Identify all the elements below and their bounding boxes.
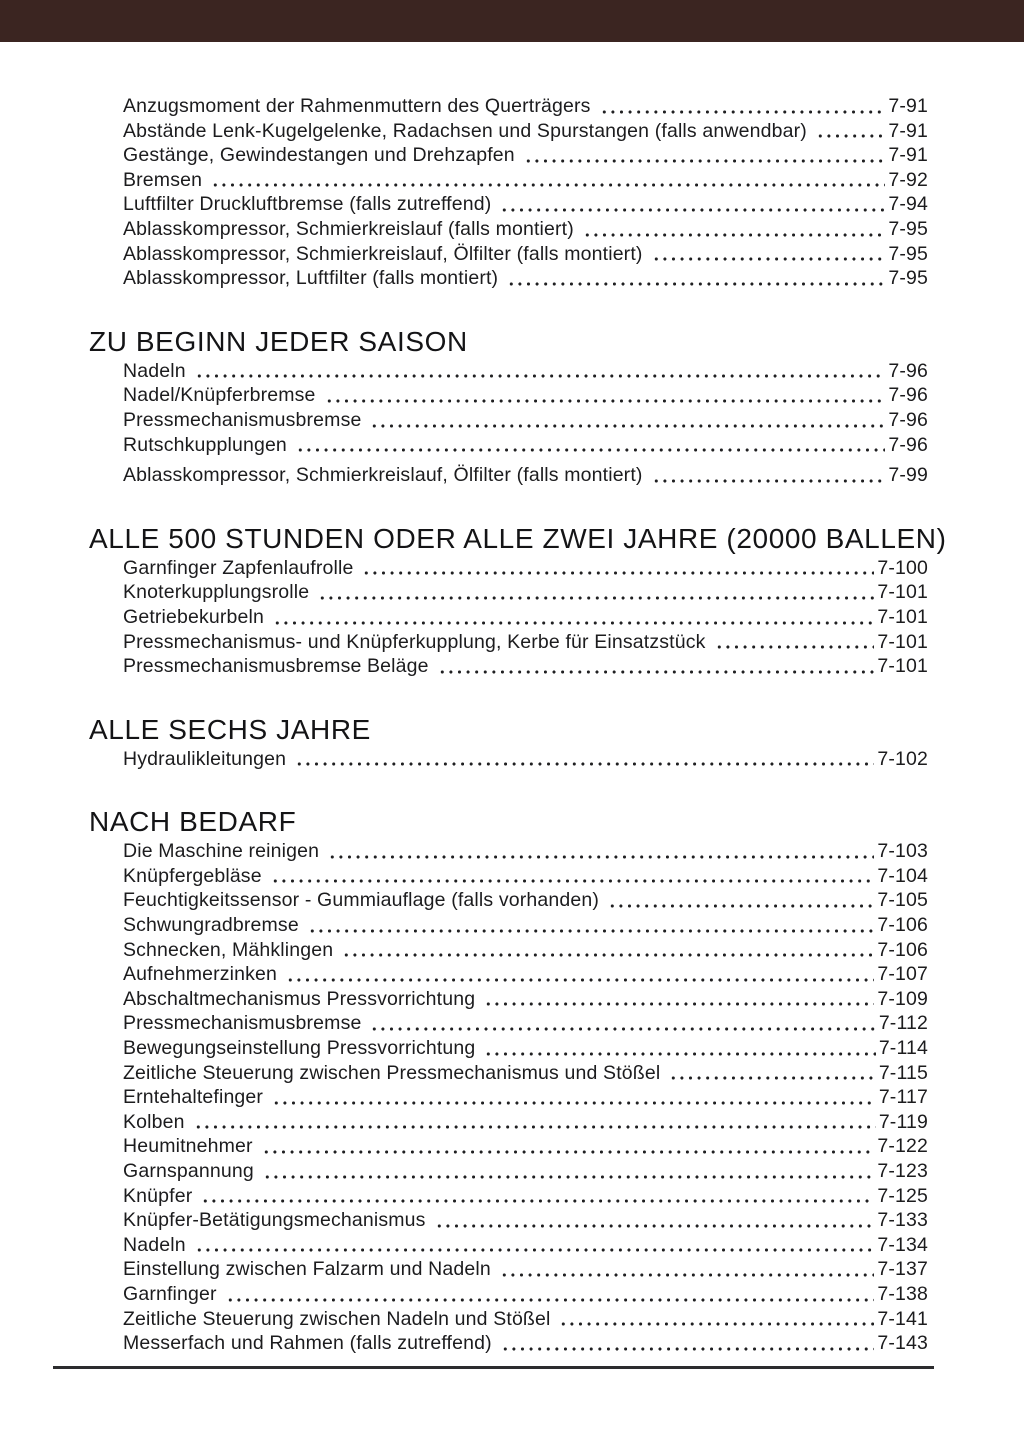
toc-entry-page: 7-112 bbox=[878, 1012, 928, 1035]
toc-entry-page: 7-143 bbox=[877, 1332, 928, 1355]
dot-leader bbox=[260, 1134, 875, 1159]
dot-leader bbox=[814, 119, 886, 144]
toc-entry-label: Bewegungseinstellung Pressvorrichtung bbox=[123, 1037, 476, 1060]
toc-entry bbox=[123, 580, 928, 605]
toc-entry bbox=[123, 1085, 928, 1110]
toc-entry bbox=[123, 119, 928, 144]
toc-entry bbox=[123, 408, 928, 433]
dot-leader bbox=[306, 913, 875, 938]
toc-entry-label: Pressmechanismusbremse bbox=[123, 408, 362, 431]
toc-entry-page: 7-91 bbox=[888, 119, 928, 142]
toc-entry-label: Zeitliche Steuerung zwischen Pressmechanismus und Stößel bbox=[123, 1061, 661, 1084]
toc-entry-page: 7-133 bbox=[877, 1209, 928, 1232]
section-heading: ALLE 500 STUNDEN ODER ALLE ZWEI JAHRE (20000 BALLEN) bbox=[89, 522, 947, 554]
toc-entry bbox=[123, 1307, 928, 1332]
toc-entry bbox=[123, 1061, 928, 1086]
dot-leader bbox=[340, 938, 874, 963]
toc-entry bbox=[123, 747, 928, 772]
toc-entry-label: Pressmechanismus- und Knüpferkupplung, Kerbe für Einsatzstück bbox=[123, 630, 706, 653]
dot-leader bbox=[433, 1208, 875, 1233]
toc-section bbox=[89, 94, 928, 291]
toc-entry-label: Schwungradbremse bbox=[123, 914, 299, 937]
toc-entry bbox=[123, 168, 928, 193]
dot-leader bbox=[192, 1110, 876, 1135]
toc-entry-label: Nadel/Knüpferbremse bbox=[123, 384, 316, 407]
dot-leader bbox=[368, 1011, 875, 1036]
toc-entry-label: Heumitnehmer bbox=[123, 1135, 253, 1158]
toc-section bbox=[89, 805, 928, 1355]
toc-entry bbox=[123, 913, 928, 938]
toc-entry-page: 7-92 bbox=[888, 168, 928, 191]
dot-leader bbox=[284, 962, 874, 987]
toc-entry-label: Aufnehmerzinken bbox=[123, 963, 278, 986]
toc-entry-list bbox=[123, 747, 928, 772]
toc-entry-list bbox=[123, 839, 928, 1355]
toc-entry bbox=[123, 433, 928, 458]
toc-entry bbox=[123, 1282, 928, 1307]
toc-entry-page: 7-95 bbox=[888, 242, 928, 265]
section-heading: NACH BEDARF bbox=[89, 806, 297, 838]
toc-entry bbox=[123, 1208, 928, 1233]
dot-leader bbox=[498, 1257, 875, 1282]
toc-entry-list bbox=[123, 94, 928, 291]
toc-entry bbox=[123, 1184, 928, 1209]
toc-entry-label: Abschaltmechanismus Pressvorrichtung bbox=[123, 987, 476, 1010]
toc-entry-page: 7-91 bbox=[888, 95, 928, 117]
toc-entry-page: 7-125 bbox=[877, 1184, 928, 1207]
dot-leader bbox=[713, 630, 875, 655]
toc-entry bbox=[123, 242, 928, 267]
toc-entry-label: Abstände Lenk-Kugelgelenke, Radachsen und Spurstangen (falls anwendbar) bbox=[123, 119, 807, 142]
toc-entry-label: Knüpfergebläse bbox=[123, 864, 262, 887]
toc-entry-label: Feuchtigkeitssensor - Gummiauflage (falls vorhanden) bbox=[123, 889, 600, 912]
dot-leader bbox=[293, 747, 874, 772]
dot-leader bbox=[270, 1085, 876, 1110]
toc-entry-label: Knoterkupplungsrolle bbox=[123, 581, 310, 604]
toc-entry bbox=[123, 987, 928, 1012]
toc-entry-page: 7-96 bbox=[888, 408, 928, 431]
toc-entry-page: 7-114 bbox=[878, 1037, 928, 1060]
toc-entry-page: 7-138 bbox=[877, 1282, 928, 1305]
toc-entry-list bbox=[123, 556, 928, 679]
dot-leader bbox=[598, 94, 886, 119]
toc-entry-label: Nadeln bbox=[123, 359, 186, 382]
toc-entry bbox=[123, 266, 928, 291]
dot-leader bbox=[269, 864, 875, 889]
toc-entry bbox=[123, 359, 928, 384]
toc-entry-page: 7-101 bbox=[877, 630, 928, 653]
bottom-rule bbox=[53, 1366, 934, 1369]
toc-entry bbox=[123, 630, 928, 655]
toc-entry-label: Ablasskompressor, Luftfilter (falls montiert) bbox=[123, 267, 499, 290]
toc-entry bbox=[123, 556, 928, 581]
toc-entry-page: 7-115 bbox=[878, 1061, 928, 1084]
toc-entry-label: Gestänge, Gewindestangen und Drehzapfen bbox=[123, 144, 515, 167]
toc-entry-page: 7-101 bbox=[877, 581, 928, 604]
toc-entry bbox=[123, 217, 928, 242]
dot-leader bbox=[581, 217, 885, 242]
toc-entry-page: 7-105 bbox=[877, 889, 928, 912]
dot-leader bbox=[499, 1331, 875, 1356]
dot-leader bbox=[209, 168, 885, 193]
toc-entry-page: 7-99 bbox=[888, 464, 928, 487]
top-scan-bar bbox=[0, 0, 1024, 42]
toc-entry bbox=[123, 143, 928, 168]
dot-leader bbox=[224, 1282, 875, 1307]
dot-leader bbox=[482, 1036, 875, 1061]
toc-entry-label: Knüpfer-Betätigungsmechanismus bbox=[123, 1209, 426, 1232]
dot-leader bbox=[271, 605, 874, 630]
toc-entry-page: 7-104 bbox=[877, 864, 928, 887]
toc-entry-label: Pressmechanismusbremse bbox=[123, 1012, 362, 1035]
toc-entry-page: 7-122 bbox=[877, 1135, 928, 1158]
toc-entry-label: Einstellung zwischen Falzarm und Nadeln bbox=[123, 1258, 491, 1281]
toc-entry-page: 7-103 bbox=[877, 840, 928, 863]
toc-entry bbox=[123, 1011, 928, 1036]
toc-section bbox=[89, 522, 947, 679]
toc-entry-label: Messerfach und Rahmen (falls zutreffend) bbox=[123, 1332, 492, 1355]
dot-leader bbox=[261, 1159, 875, 1184]
dot-leader bbox=[368, 408, 885, 433]
toc-entry bbox=[123, 192, 928, 217]
toc-entry-label: Pressmechanismusbremse Beläge bbox=[123, 655, 429, 678]
toc-entry-label: Hydraulikleitungen bbox=[123, 747, 287, 770]
toc-entry-label: Schnecken, Mähklingen bbox=[123, 938, 334, 961]
dot-leader bbox=[193, 359, 886, 384]
toc-entry-page: 7-134 bbox=[877, 1233, 928, 1256]
toc-entry bbox=[123, 864, 928, 889]
toc-entry-label: Ablasskompressor, Schmierkreislauf, Ölfilter (falls montiert) bbox=[123, 242, 643, 265]
toc-entry-page: 7-109 bbox=[877, 987, 928, 1010]
toc-entry-page: 7-91 bbox=[888, 144, 928, 167]
toc-entry bbox=[123, 605, 928, 630]
dot-leader bbox=[505, 266, 885, 291]
toc-entry-label: Getriebekurbeln bbox=[123, 605, 264, 628]
dot-leader bbox=[193, 1233, 875, 1258]
toc-entry-page: 7-107 bbox=[877, 963, 928, 986]
toc-entry-label: Garnspannung bbox=[123, 1160, 254, 1182]
toc-entry-label: Kolben bbox=[123, 1110, 185, 1133]
toc-entry bbox=[123, 938, 928, 963]
dot-leader bbox=[199, 1184, 874, 1209]
toc-entry-label: Rutschkupplungen bbox=[123, 433, 287, 456]
toc-entry bbox=[123, 1233, 928, 1258]
section-heading: ALLE SECHS JAHRE bbox=[89, 713, 371, 745]
dot-leader bbox=[498, 192, 885, 217]
toc-entry-page: 7-141 bbox=[877, 1307, 928, 1330]
toc-entry-page: 7-101 bbox=[877, 655, 928, 678]
toc-entry bbox=[123, 962, 928, 987]
toc-entry-page: 7-119 bbox=[878, 1110, 928, 1133]
dot-leader bbox=[360, 556, 874, 581]
toc-entry-page: 7-123 bbox=[877, 1160, 928, 1182]
toc-entry bbox=[123, 839, 928, 864]
toc-entry-page: 7-95 bbox=[888, 267, 928, 290]
dot-leader bbox=[326, 839, 874, 864]
dot-leader bbox=[667, 1061, 875, 1086]
toc-entry-label: Zeitliche Steuerung zwischen Nadeln und Stößel bbox=[123, 1307, 551, 1330]
toc-entry-label: Anzugsmoment der Rahmenmuttern des Querträgers bbox=[123, 95, 591, 117]
section-heading: ZU BEGINN JEDER SAISON bbox=[89, 325, 468, 357]
toc-entry-page: 7-117 bbox=[878, 1086, 928, 1109]
toc-section bbox=[89, 713, 928, 772]
toc-entry-label: Ablasskompressor, Schmierkreislauf (falls montiert) bbox=[123, 217, 574, 240]
toc-entry-page: 7-96 bbox=[888, 384, 928, 407]
toc-entry bbox=[123, 1257, 928, 1282]
toc-entry-page: 7-101 bbox=[877, 605, 928, 628]
dot-leader bbox=[294, 433, 885, 458]
toc-entry bbox=[123, 463, 928, 488]
toc-entry-label: Knüpfer bbox=[123, 1184, 193, 1207]
toc-entry-label: Ablasskompressor, Schmierkreislauf, Ölfilter (falls montiert) bbox=[123, 464, 643, 487]
dot-leader bbox=[650, 463, 886, 488]
table-of-contents bbox=[89, 94, 947, 1356]
toc-entry bbox=[123, 888, 928, 913]
toc-entry-label: Bremsen bbox=[123, 168, 203, 191]
toc-entry bbox=[123, 1331, 928, 1356]
toc-entry-label: Garnfinger bbox=[123, 1282, 217, 1305]
toc-entry-page: 7-94 bbox=[888, 193, 928, 216]
toc-entry-page: 7-96 bbox=[888, 433, 928, 456]
toc-entry-page: 7-137 bbox=[877, 1258, 928, 1281]
toc-section bbox=[89, 325, 928, 488]
toc-entry-page: 7-95 bbox=[888, 217, 928, 240]
dot-leader bbox=[522, 143, 886, 168]
dot-leader bbox=[606, 888, 874, 913]
toc-entry-page: 7-100 bbox=[877, 556, 928, 579]
toc-entry-label: Erntehaltefinger bbox=[123, 1086, 264, 1109]
toc-entry bbox=[123, 1134, 928, 1159]
toc-entry-list bbox=[123, 359, 928, 488]
toc-entry-label: Luftfilter Druckluftbremse (falls zutreffend) bbox=[123, 193, 492, 216]
toc-entry-page: 7-102 bbox=[877, 747, 928, 770]
toc-entry bbox=[123, 1110, 928, 1135]
dot-leader bbox=[436, 654, 875, 679]
toc-entry-label: Die Maschine reinigen bbox=[123, 840, 320, 863]
dot-leader bbox=[316, 580, 874, 605]
dot-leader bbox=[557, 1307, 874, 1332]
toc-entry bbox=[123, 1159, 928, 1184]
dot-leader bbox=[482, 987, 874, 1012]
toc-entry-page: 7-96 bbox=[888, 359, 928, 382]
dot-leader bbox=[650, 242, 886, 267]
toc-entry-label: Nadeln bbox=[123, 1233, 186, 1256]
toc-entry bbox=[123, 1036, 928, 1061]
dot-leader bbox=[323, 383, 886, 408]
toc-entry bbox=[123, 94, 928, 119]
toc-entry bbox=[123, 383, 928, 408]
toc-entry bbox=[123, 654, 928, 679]
toc-entry-page: 7-106 bbox=[877, 914, 928, 937]
toc-entry-page: 7-106 bbox=[877, 938, 928, 961]
toc-entry-label: Garnfinger Zapfenlaufrolle bbox=[123, 556, 354, 579]
